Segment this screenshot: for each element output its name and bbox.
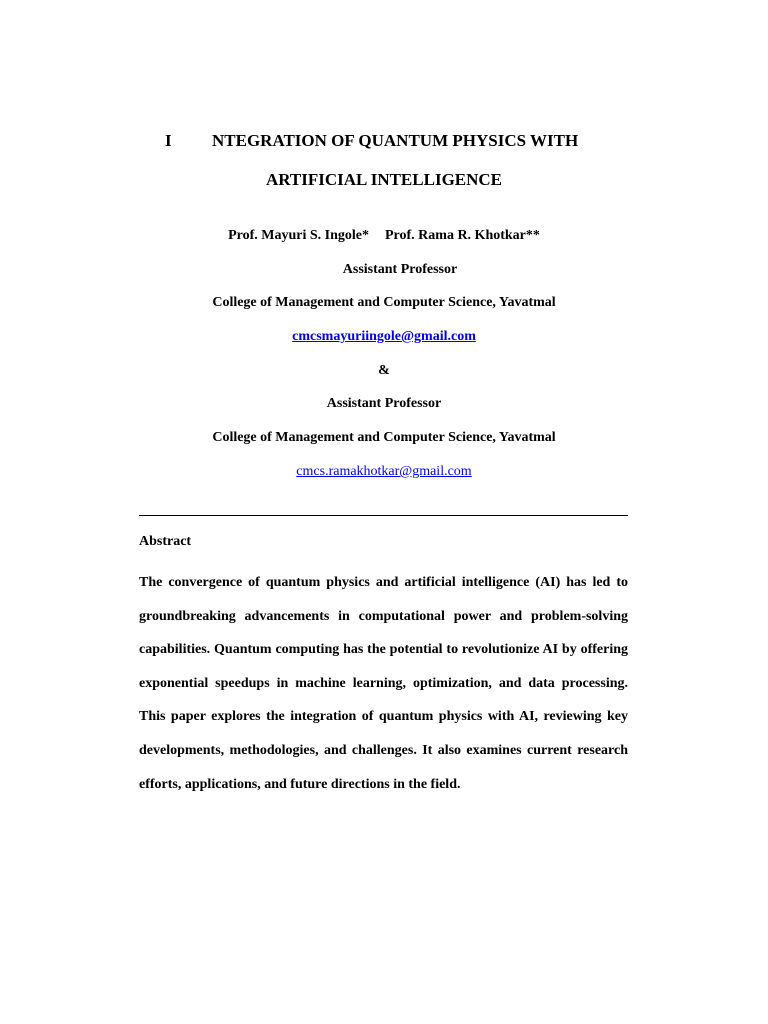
author-2-position: Assistant Professor — [326, 396, 442, 411]
author-separator: & — [378, 363, 390, 378]
author-1-email-link[interactable]: cmcsmayuriingole@gmail.com — [292, 329, 476, 344]
paper-title-line-2: ARTIFICIAL INTELLIGENCE — [265, 170, 503, 189]
author-2-email-link[interactable]: cmcs.ramakhotkar@gmail.com — [296, 464, 472, 479]
author-1-college: College of Management and Computer Science, Yavatmal — [212, 295, 556, 310]
author-2-name: Prof. Rama R. Khotkar** — [385, 228, 540, 243]
abstract-body: The convergence of quantum physics and artificial intelligence (AI) has led to groundbreaking advancements in computational power and problem-solving capabilities. Quantum computing has the potential to revolutionize AI by offering exponential speedups in machine learning, optimization, and data processing. This paper explores the integration of quantum physics with AI, reviewing key developments, methodologies, and challenges. It also examines current research efforts, applications, and future directions in the field. — [139, 575, 628, 792]
author-1-name: Prof. Mayuri S. Ingole* — [228, 228, 369, 243]
author-names — [0, 227, 768, 244]
abstract-heading: Abstract — [139, 534, 192, 549]
author-1-position: Assistant Professor — [342, 262, 458, 277]
title-line-1-text: NTEGRATION OF QUANTUM PHYSICS WITH — [212, 131, 579, 150]
horizontal-rule — [139, 515, 628, 516]
author-2-college: College of Management and Computer Science, Yavatmal — [212, 430, 556, 445]
title-first-letter: I — [165, 131, 172, 150]
